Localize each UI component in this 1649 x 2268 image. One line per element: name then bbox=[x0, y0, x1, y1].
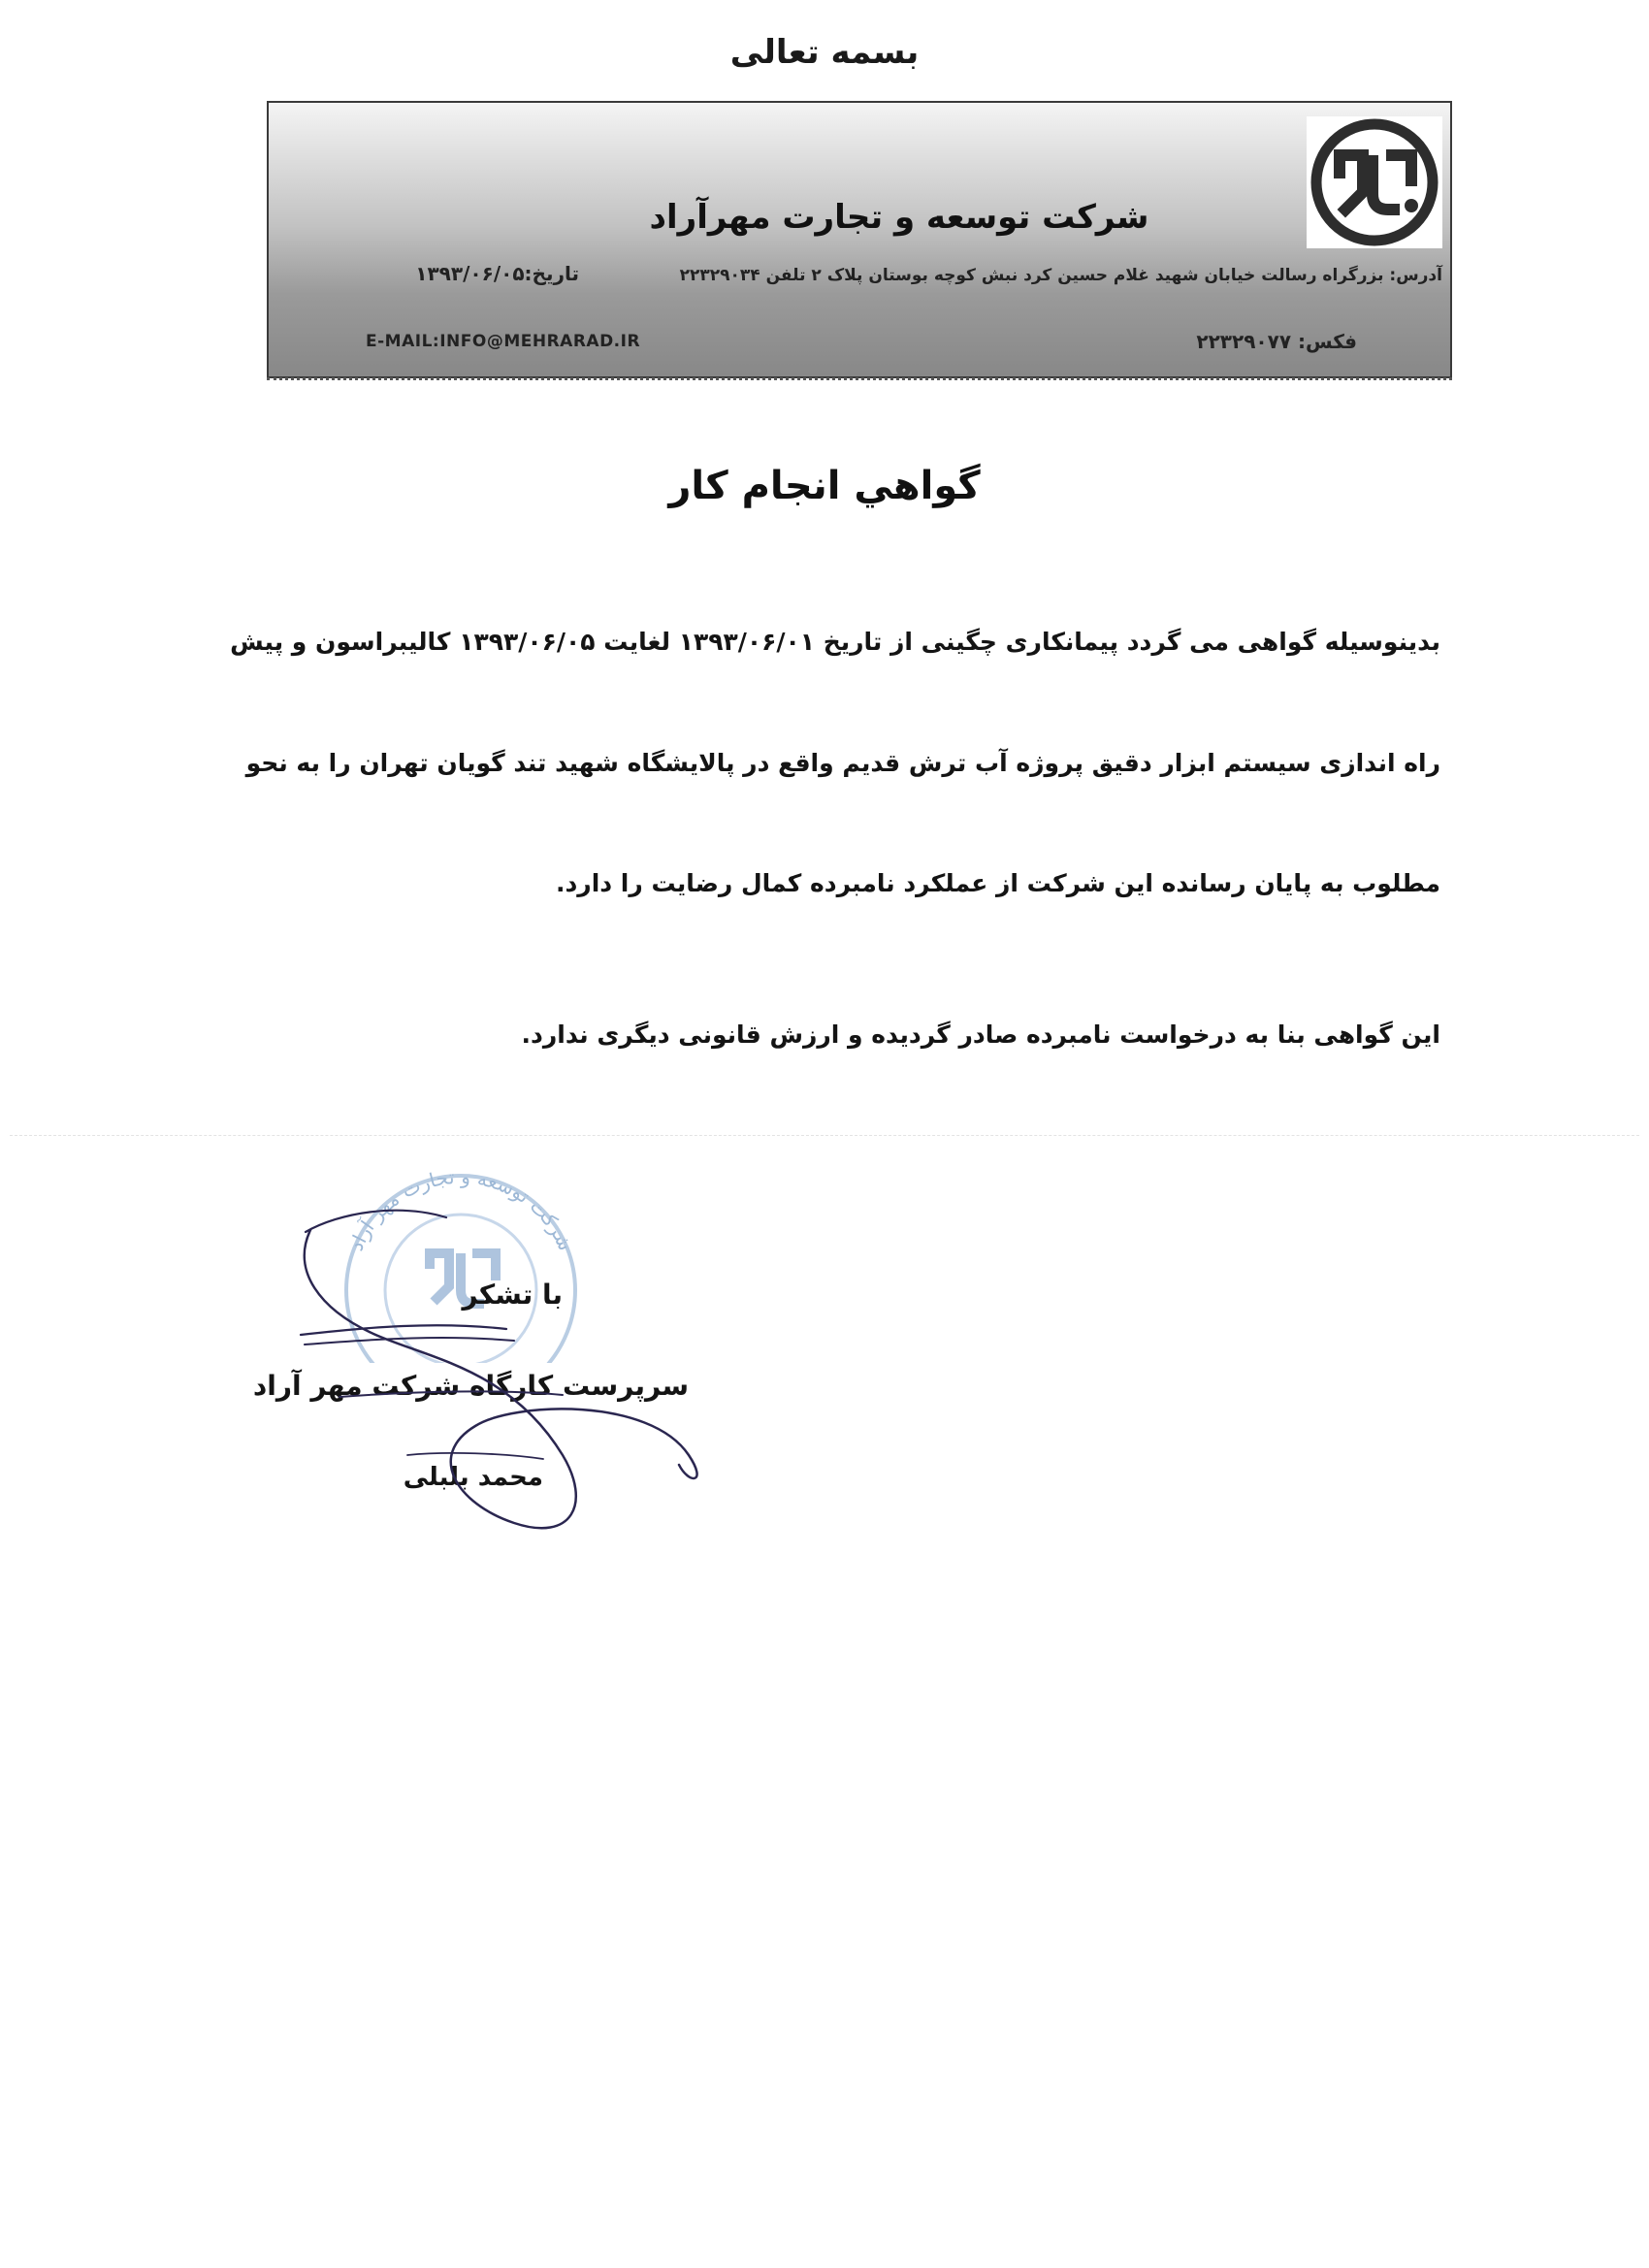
company-address: آدرس: بزرگراه رسالت خیابان شهید غلام حسین کرد نبش کوچه بوستان پلاک ۲ تلفن ۲۲۳۲۹۰۳۴ bbox=[679, 266, 1442, 285]
body-line: این گواهی بنا به درخواست نامبرده صادر گردیده و ارزش قانونی دیگری ندارد. bbox=[521, 1021, 1440, 1049]
company-logo-icon bbox=[1307, 116, 1442, 248]
document-title: گواهي انجام کار bbox=[668, 464, 981, 508]
scan-fold-line bbox=[10, 1135, 1639, 1136]
handwritten-signature bbox=[281, 1164, 737, 1552]
body-line: بدینوسیله گواهی می گردد پیمانکاری چگینی از تاریخ ۱۳۹۳/۰۶/۰۱ لغایت ۱۳۹۳/۰۶/۰۵ کالیبراسون و پیش bbox=[230, 628, 1440, 656]
fax-number: فکس: ۲۲۳۲۹۰۷۷ bbox=[1196, 330, 1357, 353]
company-name: شرکت توسعه و تجارت مهرآراد bbox=[649, 198, 1149, 237]
signer-name: محمد بلبلی bbox=[403, 1463, 543, 1492]
body-line: مطلوب به پایان رسانده این شرکت از عملکرد نامبرده کمال رضایت را دارد. bbox=[555, 869, 1440, 897]
svg-text:شرکت توسعه و تجارت مهر آراد: شرکت توسعه و تجارت مهر آراد bbox=[343, 1164, 578, 1254]
signer-title: سرپرست کارگاه شرکت مهر آراد bbox=[252, 1370, 689, 1402]
closing-text: با تشکر bbox=[462, 1279, 563, 1311]
body-line: راه اندازی سیستم ابزار دقیق پروژه آب ترش قدیم واقع در پالایشگاه شهید تند گویان تهران را به نحو bbox=[245, 749, 1440, 777]
letterhead-divider bbox=[267, 377, 1452, 380]
company-email: E-MAIL:INFO@MEHRARAD.IR bbox=[366, 332, 641, 351]
letterhead bbox=[267, 101, 1452, 378]
document-date: تاریخ:۱۳۹۳/۰۶/۰۵ bbox=[415, 262, 579, 285]
invocation-heading: بسمه تعالی bbox=[729, 33, 920, 72]
